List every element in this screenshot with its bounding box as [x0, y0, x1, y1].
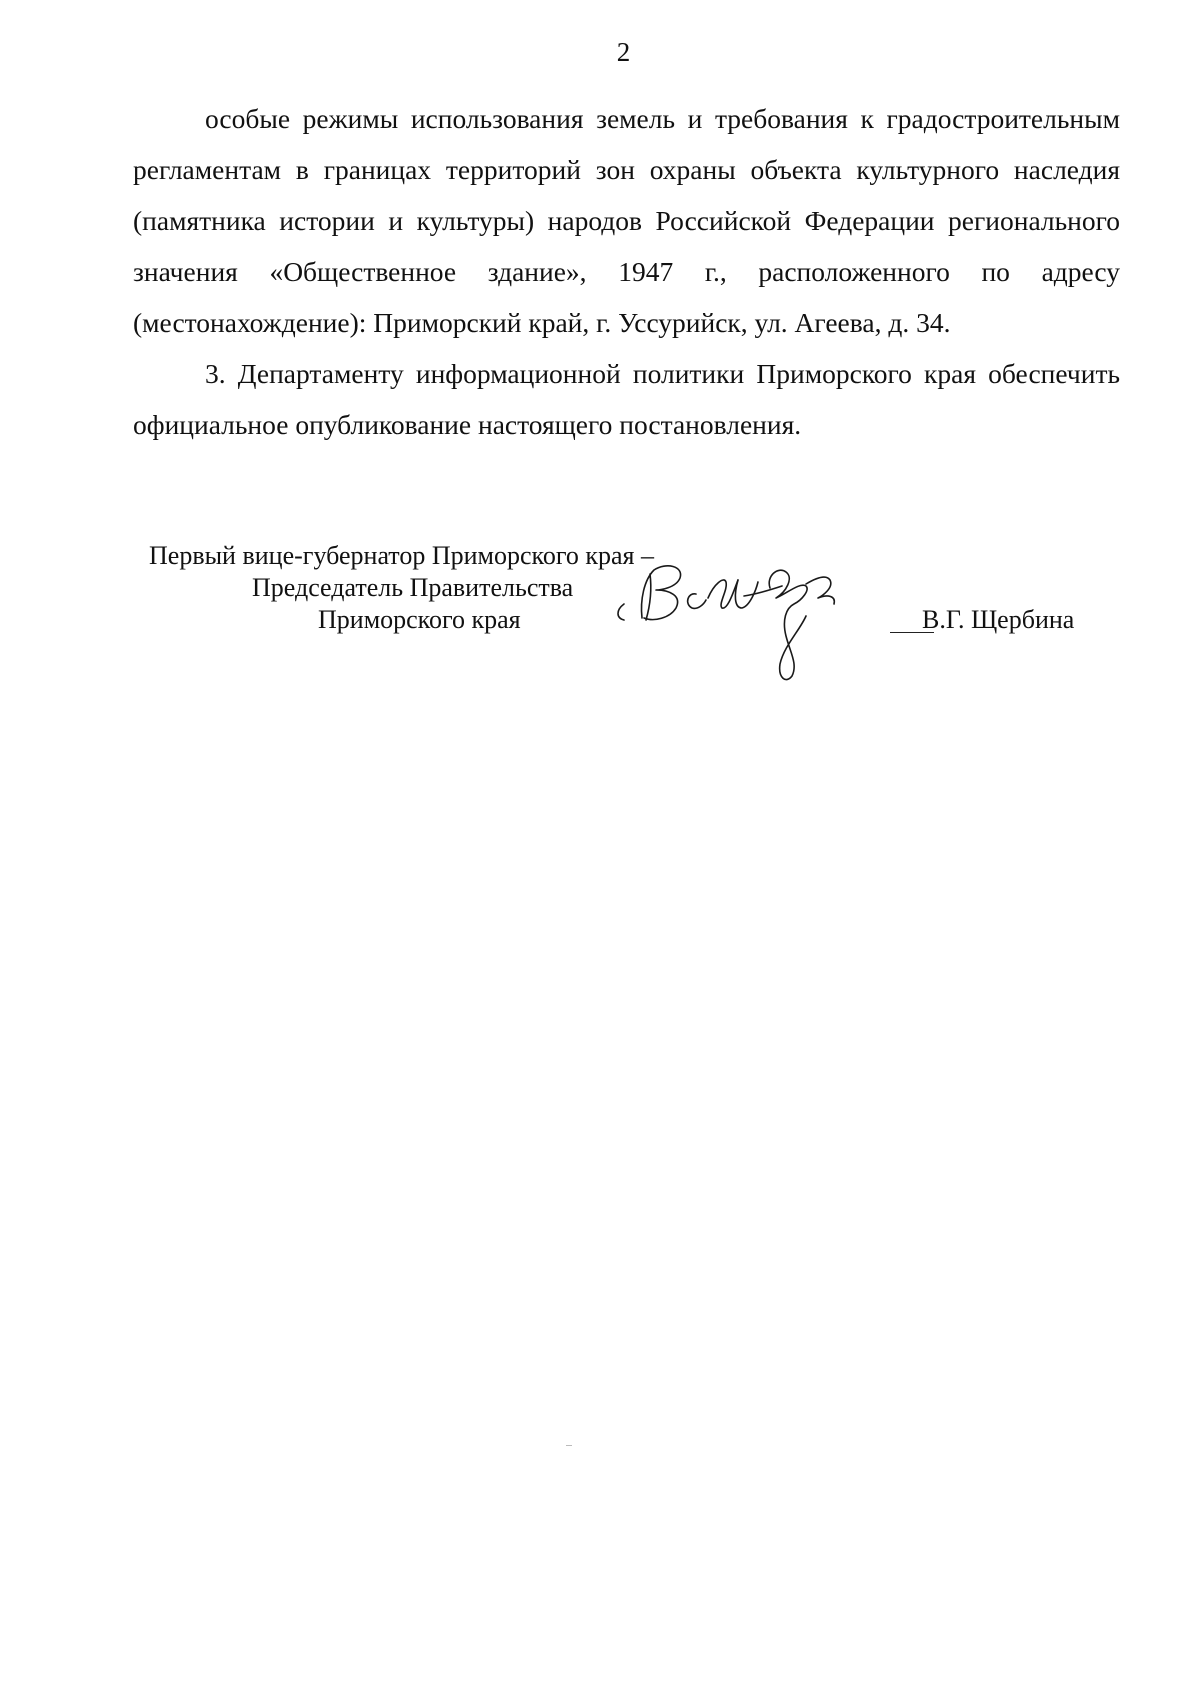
signer-position-line-1: Первый вице-губернатор Приморского края –	[149, 541, 654, 570]
scan-artifact	[566, 1445, 572, 1446]
document-body	[133, 93, 1120, 450]
signer-name: В.Г. Щербина	[922, 605, 1075, 634]
handwritten-signature	[610, 560, 900, 690]
page-number: 2	[616, 37, 631, 67]
signature-block	[0, 540, 1200, 700]
paragraph-item-3: 3. Департаменту информационной политики Приморского края обеспечить официальное опубликование настоящего постановления.	[133, 358, 1120, 440]
paragraph-continuation: особые режимы использования земель и требования к градостроительным регламентам в границах территорий зон охраны объекта культурного наследия (памятника истории и культуры) народов Российской Федерации регионального значения «Общественное здание», 1947 г., расположенного по адресу (местонахождение): Приморский край, г. Уссурийск, ул. Агеева, д. 34.	[133, 103, 1120, 338]
signer-position-line-3: Приморского края	[318, 605, 521, 634]
signer-position-line-2: Председатель Правительства	[252, 573, 574, 602]
